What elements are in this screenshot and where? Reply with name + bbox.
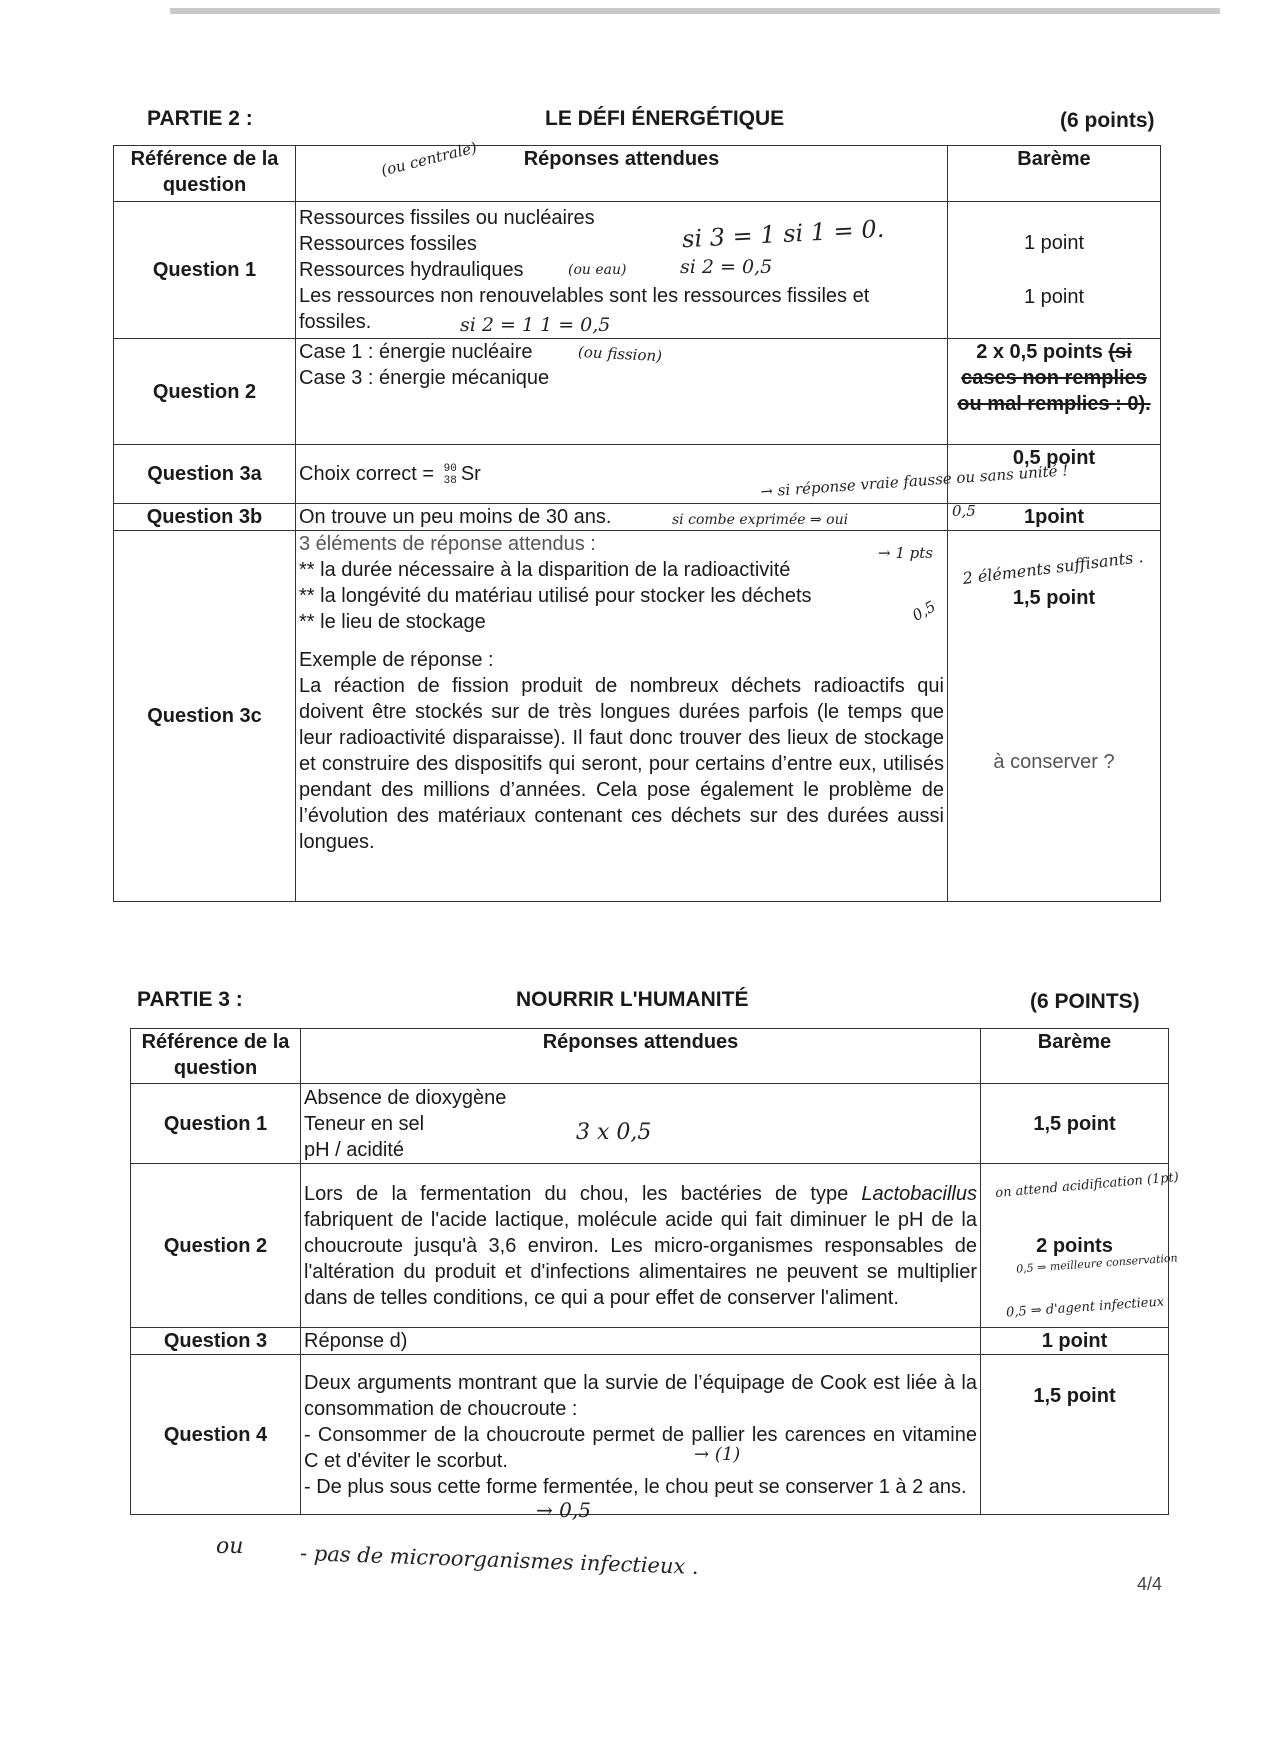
- p3-q4-arg1: - Consommer de la choucroute permet de pallier les carences en vitamine C et d'éviter le scorbut.: [304, 1423, 977, 1472]
- partie2-label: PARTIE 2 :: [147, 107, 253, 130]
- handwritten-note: (ou fission): [577, 342, 663, 366]
- handwritten-note: si 2 = 1 1 = 0,5: [460, 314, 611, 336]
- p2-q3c-item: ** le lieu de stockage: [299, 611, 486, 633]
- partie3-header-row: [131, 1029, 1169, 1084]
- page-number: 4/4: [1137, 1574, 1163, 1594]
- p3-q3-label: Question 3: [131, 1328, 301, 1355]
- p2-q3c-item: ** la durée nécessaire à la disparition de la radioactivité: [299, 559, 791, 581]
- p3-q2-text-before: Lors de la fermentation du chou, les bactéries de type: [304, 1182, 849, 1205]
- header-rep: Réponses attendues: [296, 146, 948, 202]
- p2-q2-bar-struck: (si cases non remplies ou mal remplies : 0).: [957, 341, 1151, 415]
- p2-q3a-bareme: 0,5 point: [948, 445, 1161, 504]
- p2-row-q1: [114, 202, 1161, 339]
- handwritten-note: si 3 = 1 si 1 = 0.: [681, 214, 885, 254]
- handwritten-note: 0,5 ⇒ meilleure conservation: [1015, 1251, 1179, 1276]
- p2-q1-line: Ressources fossiles: [299, 233, 477, 255]
- partie3-title: NOURRIR L'HUMANITÉ: [516, 988, 749, 1011]
- p2-q1-bar1: 1 point: [1023, 232, 1085, 254]
- p3-q1-bareme: 1,5 point: [981, 1084, 1169, 1164]
- p2-q3a-answer: [296, 445, 948, 504]
- p2-q2-line: Case 1 : énergie nucléaire: [299, 341, 533, 363]
- p3-q2-answer: [301, 1164, 981, 1328]
- p2-q1-bar2: 1 point: [1023, 286, 1085, 308]
- p3-q4-bareme: 1,5 point: [981, 1355, 1169, 1515]
- handwritten-note: → 0,5: [536, 1498, 591, 1522]
- handwritten-note: 0,5 ⇒ d'agent infectieux: [1005, 1294, 1165, 1321]
- p3-row-q3: [131, 1328, 1169, 1355]
- p2-q3c-answer: [296, 531, 948, 902]
- p2-q3b-bareme: 1point: [948, 504, 1161, 531]
- p2-q3c-label: Question 3c: [114, 531, 296, 902]
- p3-q1-label: Question 1: [131, 1084, 301, 1164]
- atomic-number: 38: [443, 474, 457, 487]
- p2-q3b-answer: On trouve un peu moins de 30 ans.: [296, 504, 948, 531]
- p2-q3c-bar: 1,5 point: [1012, 587, 1096, 609]
- p3-row-q4: [131, 1355, 1169, 1515]
- p3-q4-label: Question 4: [131, 1355, 301, 1515]
- handwritten-note: ou: [216, 1534, 244, 1559]
- handwritten-note: on attend acidification (1pt): [994, 1170, 1180, 1201]
- partie3-table: [130, 1028, 1169, 1515]
- header-ref: Référence de la question: [131, 1029, 301, 1084]
- p2-q3b-label: Question 3b: [114, 504, 296, 531]
- partie2-table: [113, 145, 1161, 902]
- p2-q3c-example-label: Exemple de réponse :: [299, 649, 494, 671]
- handwritten-note: 2 éléments suffisants .: [961, 546, 1145, 589]
- p3-q1-line: Absence de dioxygène: [304, 1086, 507, 1109]
- handwritten-note: 0,5: [952, 502, 976, 520]
- handwritten-note: si 2 = 0,5: [680, 256, 773, 278]
- p3-q2-label: Question 2: [131, 1164, 301, 1328]
- header-bar: Barème: [981, 1029, 1169, 1084]
- p2-q1-bareme: [948, 202, 1161, 339]
- p2-q3c-item: ** la longévité du matériau utilisé pour stocker les déchets: [299, 585, 812, 607]
- scan-top-edge: [170, 8, 1220, 14]
- p2-q3c-intro: 3 éléments de réponse attendus :: [299, 533, 596, 555]
- p3-q3-bareme: 1 point: [981, 1328, 1169, 1355]
- partie3-label: PARTIE 3 :: [137, 988, 243, 1011]
- mass-number: 90: [443, 462, 457, 475]
- p2-q2-label: Question 2: [114, 339, 296, 445]
- p3-q3-answer: Réponse d): [301, 1328, 981, 1355]
- handwritten-note: si combe exprimée ⇒ oui: [672, 512, 849, 528]
- p2-q3c-bar-note: à conserver ?: [993, 751, 1115, 773]
- header-ref: Référence de la question: [114, 146, 296, 202]
- partie2-title: LE DÉFI ÉNERGÉTIQUE: [545, 107, 785, 130]
- partie3-points: (6 POINTS): [1030, 990, 1140, 1013]
- p2-q2-bareme: [948, 339, 1161, 445]
- p2-q2-line: Case 3 : énergie mécanique: [299, 367, 550, 389]
- p3-q1-line: pH / acidité: [304, 1138, 405, 1161]
- p2-row-q3b: [114, 504, 1161, 531]
- p3-q4-arg2: - De plus sous cette forme fermentée, le chou peut se conserver 1 à 2 ans.: [304, 1475, 967, 1498]
- handwritten-note: (ou eau): [568, 262, 627, 278]
- p2-q1-line: Ressources fissiles ou nucléaires: [299, 207, 595, 229]
- nuclide-notation: [444, 463, 457, 487]
- handwritten-note: → si réponse vraie fausse ou sans unité !: [759, 461, 1069, 501]
- p2-q3c-example-text: La réaction de fission produit de nombreux déchets radioactifs qui doivent être stockés sur de très longues durées parfois (le temps que leur radioactivité disparaisse). Il faut donc trouver des lieux de stockage et construire des dispositifs qui seront, pour certains d’entre eux, utilisés pendant des millions d’années. Cela pose également le problème de l’évolution des matériaux contenant ces déchets sur des durées aussi longues.: [299, 675, 944, 853]
- p3-q4-intro: Deux arguments montrant que la survie de l’équipage de Cook est liée à la consommation de choucroute :: [304, 1371, 977, 1420]
- handwritten-note: - pas de microorganismes infectieux .: [299, 1541, 700, 1579]
- p3-q1-line: Teneur en sel: [304, 1112, 425, 1135]
- handwritten-note: 0,5: [909, 597, 939, 625]
- p3-q2-bareme: 2 points: [981, 1164, 1169, 1328]
- element-symbol: Sr: [460, 463, 481, 485]
- p2-row-q3c: [114, 531, 1161, 902]
- handwritten-note: → (1): [694, 1444, 741, 1465]
- partie2-points: (6 points): [1060, 109, 1155, 132]
- p2-q3a-text: Choix correct =: [299, 463, 435, 485]
- p2-q2-bar-main: 2 x 0,5 points: [976, 341, 1103, 363]
- partie2-header-row: [114, 146, 1161, 202]
- p3-q2-genus: Lactobacillus: [861, 1182, 977, 1205]
- header-bar: Barème: [948, 146, 1161, 202]
- handwritten-note: (ou centrale): [379, 138, 479, 180]
- p2-q1-line: Ressources hydrauliques: [299, 259, 524, 281]
- handwritten-note: → 1 pts: [878, 544, 933, 562]
- p3-q2-text-after: fabriquent de l'acide lactique, molécule acide qui fait diminuer le pH de la choucroute jusqu'à 3,6 environ. Les micro-organismes responsables de l'altération du produit et d'infections alimentaires ne peuvent se multiplier dans de telles conditions, ce qui a pour effet de conserver l'aliment.: [304, 1208, 977, 1309]
- p3-q4-answer: [301, 1355, 981, 1515]
- p2-q1-label: Question 1: [114, 202, 296, 339]
- p2-q3a-label: Question 3a: [114, 445, 296, 504]
- p2-q3c-bareme: [948, 531, 1161, 902]
- header-rep: Réponses attendues: [301, 1029, 981, 1084]
- handwritten-note: 3 x 0,5: [576, 1120, 652, 1145]
- p2-q1-line: Les ressources non renouvelables sont les ressources fissiles et fossiles.: [299, 285, 870, 333]
